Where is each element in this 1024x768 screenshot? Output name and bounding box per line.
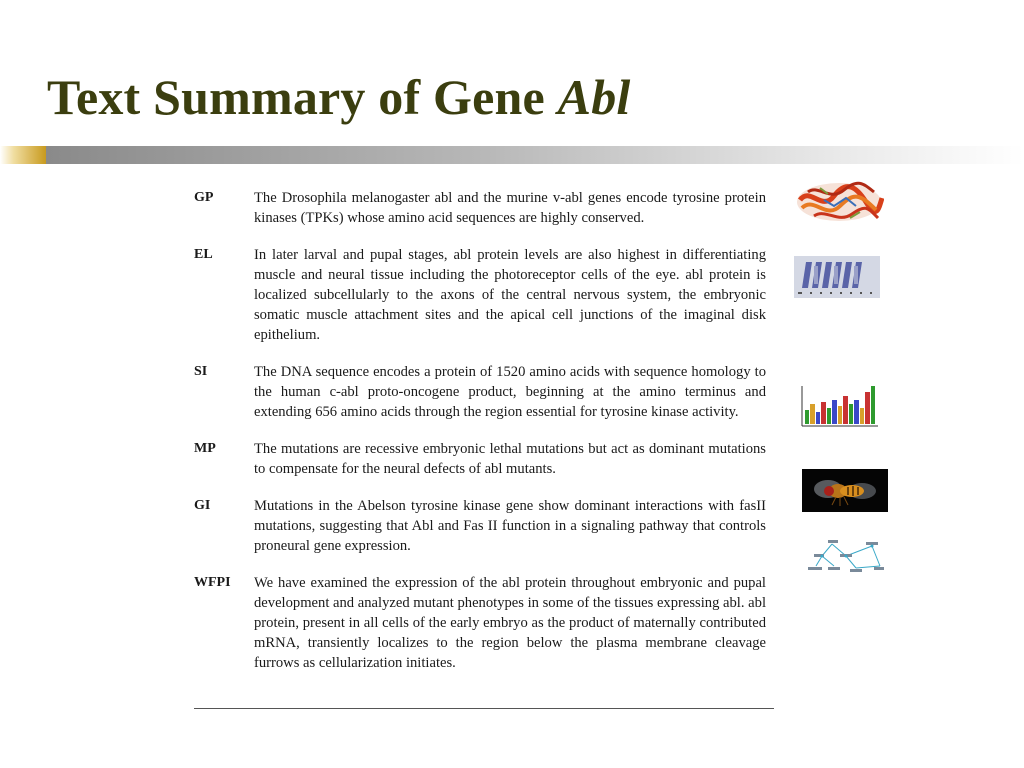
title-accent-square: [0, 146, 46, 164]
summary-entry-gp: [194, 188, 766, 228]
gene-summary-list: [194, 188, 766, 690]
pathway-diagram-image: [802, 536, 888, 578]
sequence-logo-image: [796, 382, 880, 430]
entry-code: SI: [194, 364, 208, 379]
summary-entry-si: [194, 362, 766, 422]
entry-text: The DNA sequence encodes a protein of 1520 amino acids with sequence homology to the human c-abl proto-oncogene product, beginning at the amino terminus and extending 656 amino acids through the region essential for tyrosine kinase activity.: [254, 364, 766, 420]
summary-entry-el: [194, 245, 766, 345]
title-gene-name: Abl: [557, 69, 631, 125]
entry-text: The mutations are recessive embryonic lethal mutations but act as dominant mutations to compensate for the neural defects of abl mutants.: [254, 441, 766, 477]
entry-code: GP: [194, 190, 214, 205]
summary-entry-gi: [194, 496, 766, 556]
entry-text: The Drosophila melanogaster abl and the murine v-abl genes encode tyrosine protein kinases (TPKs) whose amino acid sequences are highly conserved.: [254, 190, 766, 226]
entry-text: We have examined the expression of the abl protein throughout embryonic and pupal development and analyzed mutant phenotypes in some of the tissues expressing abl. abl protein, present in all cells of the early embryo as the product of maternally contributed mRNA, transiently localizes to the region below the plasma membrane cleavage furrows as cellularization initiates.: [254, 575, 766, 671]
entry-code: MP: [194, 441, 216, 456]
title-main-text: Text Summary of Gene: [47, 69, 558, 125]
entry-code: GI: [194, 498, 211, 513]
fruit-fly-image: [802, 469, 888, 512]
entry-text: Mutations in the Abelson tyrosine kinase gene show dominant interactions with fasII mutations, suggesting that Abl and Fas II function in a signaling pathway that controls proneural gene expression.: [254, 498, 766, 554]
entry-code: WFPI: [194, 575, 231, 590]
title-underline-bar: [46, 146, 1024, 164]
gel-blot-image: [794, 256, 880, 298]
entry-code: EL: [194, 247, 213, 262]
protein-structure-image: [794, 178, 884, 228]
summary-entry-wfpi: [194, 573, 766, 673]
slide-title: [47, 69, 631, 125]
bottom-divider: [194, 708, 774, 709]
summary-entry-mp: [194, 439, 766, 479]
entry-text: In later larval and pupal stages, abl protein levels are also highest in differentiating muscle and neural tissue including the photoreceptor cells of the eye. abl protein is localized subcellularly to the axons of the central nervous system, the embryonic somatic muscle attachment sites and the apical cell junctions of the imaginal disk epithelium.: [254, 247, 766, 343]
